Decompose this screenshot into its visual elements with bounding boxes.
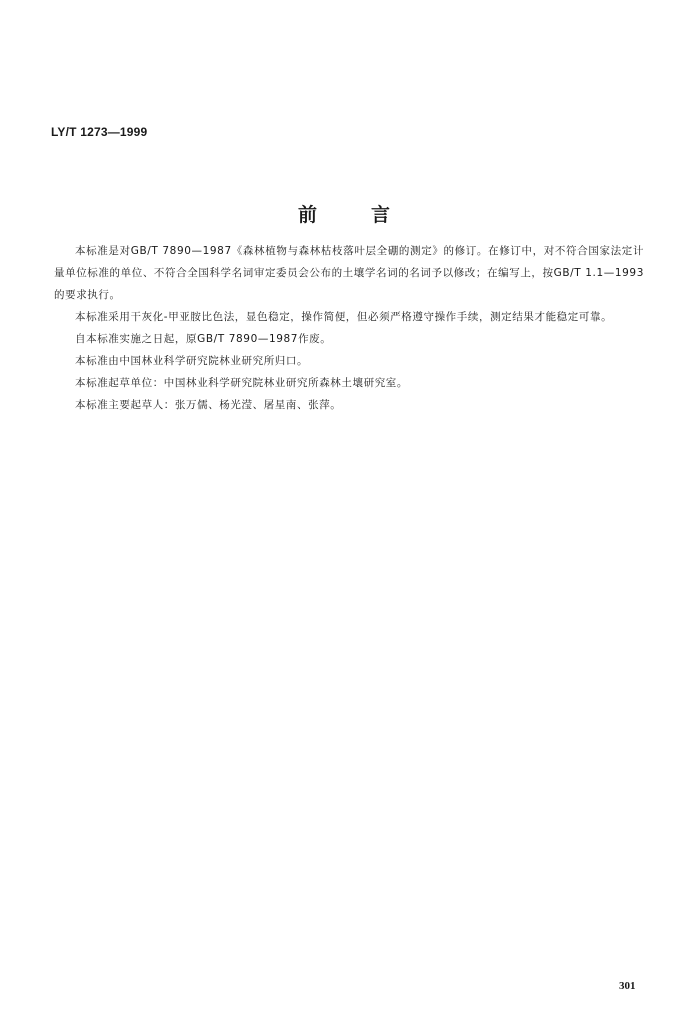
- page-number: 301: [619, 980, 636, 992]
- foreword-body: [54, 240, 644, 416]
- standard-code: LY/T 1273—1999: [51, 125, 148, 139]
- title-char-1: 前: [297, 204, 317, 226]
- paragraph-drafting-unit: 本标准起草单位：中国林业科学研究院林业研究所森林土壤研究室。: [75, 377, 408, 389]
- page-title: [0, 200, 688, 227]
- paragraph-supersede: 自本标准实施之日起，原GB/T 7890—1987作废。: [75, 333, 332, 345]
- title-char-2: 言: [371, 204, 391, 226]
- paragraph-revision: 本标准是对GB/T 7890—1987《森林植物与森林枯枝落叶层全硼的测定》的修订。在修订中，对不符合国家法定计量单位标准的单位、不符合全国科学名词审定委员会公布的土壤学名词的名词予以修改；在编写上，按GB/T 1.1—1993的要求执行。: [54, 245, 644, 301]
- paragraph-drafters: 本标准主要起草人：张万儒、杨光滢、屠星南、张萍。: [75, 399, 342, 411]
- paragraph-responsible: 本标准由中国林业科学研究院林业研究所归口。: [75, 355, 309, 367]
- paragraph-method: 本标准采用干灰化-甲亚胺比色法，显色稳定，操作简便，但必须严格遵守操作手续，测定结果才能稳定可靠。: [75, 311, 613, 323]
